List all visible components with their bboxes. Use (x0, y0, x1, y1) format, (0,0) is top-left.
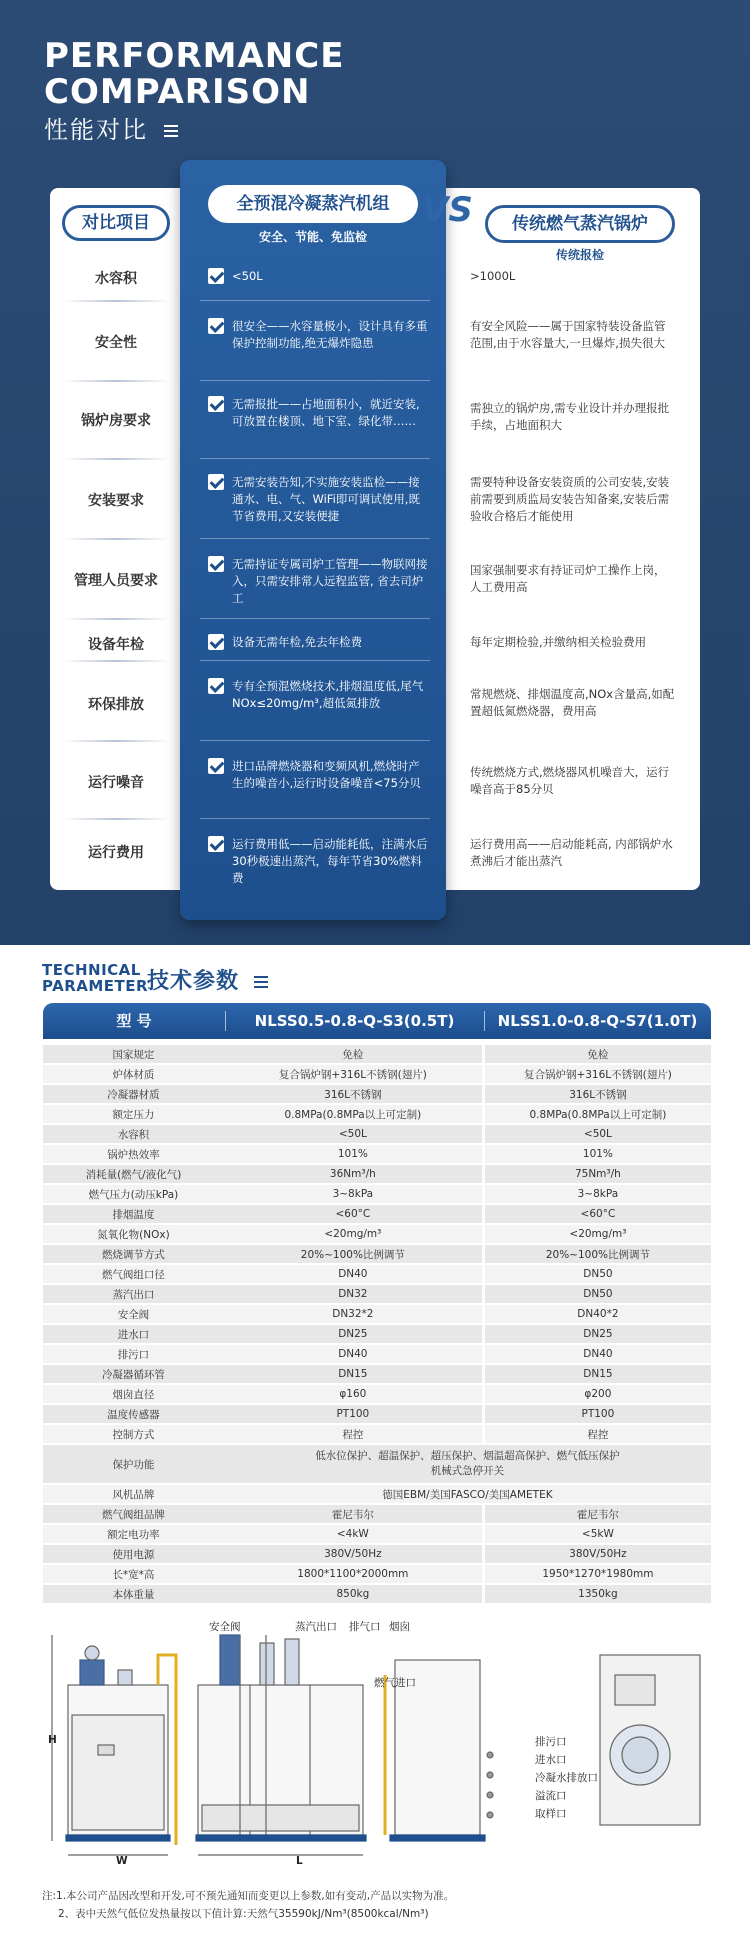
table-row: 额定压力 0.8MPa(0.8MPa以上可定制) 0.8MPa(0.8MPa以上可定制) (43, 1105, 711, 1123)
table-row: 燃气阀组口径 DN40 DN50 (43, 1265, 711, 1283)
mid-subtitle: 安全、节能、免监检 (258, 230, 367, 244)
check-icon (208, 678, 224, 694)
theirs-item: 传统燃烧方式,燃烧器风机噪音大，运行噪音高于85分贝 (470, 765, 670, 796)
check-icon (208, 758, 224, 774)
label-exhaust-port: 排气口 (349, 1621, 381, 1633)
table-row: 使用电源 380V/50Hz 380V/50Hz (43, 1545, 711, 1563)
row-divider (62, 660, 170, 662)
tech-title-en-2: PARAMETER (42, 977, 149, 995)
vs-label: VS (422, 190, 473, 230)
menu-lines-icon (164, 122, 178, 140)
row-label: 环保排放 (88, 697, 144, 713)
tech-title-cn (147, 964, 268, 995)
note-line-2: 2、表中天然气低位发热量按以下值计算:天然气35590kJ/Nm³(8500kcal/Nm³) (58, 1908, 429, 1920)
theirs-item: 有安全风险——属于国家特装设备监管范围,由于水容量大,一旦爆炸,损失很大 (470, 319, 666, 350)
label-steam-outlet: 蒸汽出口 (295, 1621, 337, 1633)
theirs-item: 需独立的锅炉房,需专业设计并办理报批手续，占地面积大 (470, 401, 670, 432)
mid-divider (200, 818, 430, 819)
table-row: 温度传感器 PT100 PT100 (43, 1405, 711, 1423)
table-row: 进水口 DN25 DN25 (43, 1325, 711, 1343)
row-label: 运行噪音 (88, 775, 144, 791)
title-comparison: COMPARISON (44, 72, 311, 112)
table-row: 国家规定 免检 免检 (43, 1045, 711, 1063)
table-row: 锅炉热效率 101% 101% (43, 1145, 711, 1163)
table-row: 烟囱直径 φ160 φ200 (43, 1385, 711, 1403)
right-header: 传统燃气蒸汽锅炉 (485, 205, 675, 243)
row-divider (62, 818, 170, 820)
theirs-item: 国家强制要求有持证司炉工操作上岗，人工费用高 (470, 563, 666, 594)
table-row: 长*宽*高 1800*1100*2000mm 1950*1270*1980mm (43, 1565, 711, 1583)
mid-divider (200, 740, 430, 741)
mid-divider (200, 538, 430, 539)
row-divider (62, 300, 170, 302)
mid-divider (200, 660, 430, 661)
col-model-b: NLSS1.0-0.8-Q-S7(1.0T) (497, 1012, 698, 1030)
table-row: 燃气阀组品牌 霍尼韦尔 霍尼韦尔 (43, 1505, 711, 1523)
row-label: 安全性 (95, 335, 137, 351)
row-divider (62, 380, 170, 382)
title-performance: PERFORMANCE (44, 36, 345, 76)
row-label: 安装要求 (88, 493, 144, 509)
table-row: 控制方式 程控 程控 (43, 1425, 711, 1443)
front-view-drawing (52, 1635, 176, 1855)
table-row: 燃气压力(动压kPa) 3~8kPa 3~8kPa (43, 1185, 711, 1203)
label-length: L (296, 1855, 303, 1867)
table-row: 额定电功率 <4kW <5kW (43, 1525, 711, 1543)
spec-table-body (43, 1045, 711, 1603)
check-icon (208, 318, 224, 334)
row-label: 运行费用 (88, 845, 144, 861)
label-safety-valve: 安全阀 (209, 1621, 241, 1633)
tech-title-en-1: TECHNICAL (42, 961, 141, 979)
mid-header: 全预混冷凝蒸汽机组 (208, 185, 418, 223)
label-sampling: 取样口 (535, 1808, 567, 1820)
table-row: 冷凝器循环管 DN15 DN15 (43, 1365, 711, 1383)
row-divider (62, 618, 170, 620)
protection-line-1: 低水位保护、超温保护、超压保护、烟温超高保护、燃气低压保护 (315, 1450, 620, 1462)
equipment-drawings (40, 1615, 720, 1870)
row-divider (62, 458, 170, 460)
table-row: 冷凝器材质 316L不锈钢 316L不锈钢 (43, 1085, 711, 1103)
top-view-drawing (600, 1655, 700, 1825)
label-width: W (116, 1855, 128, 1867)
label-overflow: 溢流口 (535, 1790, 567, 1802)
title-cn (44, 110, 178, 145)
table-row: 炉体材质 复合锅炉钢+316L不锈钢(翅片) 复合锅炉钢+316L不锈钢(翅片) (43, 1065, 711, 1083)
tech-title-cn-text: 技术参数 (147, 969, 240, 994)
theirs-item: 每年定期检验,并缴纳相关检验费用 (470, 635, 647, 649)
protection-line-2: 机械式急停开关 (430, 1465, 505, 1477)
label-height: H (48, 1734, 57, 1746)
table-row: 燃烧调节方式 20%~100%比例调节 20%~100%比例调节 (43, 1245, 711, 1263)
spec-table (43, 1043, 711, 1605)
row-label: 管理人员要求 (74, 573, 158, 589)
check-icon (208, 836, 224, 852)
check-icon (208, 634, 224, 650)
side-view-drawing (196, 1635, 366, 1855)
row-label: 设备年检 (88, 637, 144, 653)
label-gas-inlet: 燃气进口 (374, 1677, 416, 1689)
label-condensate-drain: 冷凝水排放口 (535, 1772, 598, 1784)
table-row: 排污口 DN40 DN40 (43, 1345, 711, 1363)
table-row: 安全阀 DN32*2 DN40*2 (43, 1305, 711, 1323)
tech-title-en (42, 962, 148, 994)
check-icon (208, 474, 224, 490)
theirs-item: >1000L (470, 269, 516, 283)
theirs-item: 常规燃烧、排烟温度高,NOx含量高,如配置超低氮燃烧器，费用高 (470, 687, 675, 718)
note-line-1: 注:1.本公司产品因改型和开发,可不预先通知而变更以上参数,如有变动,产品以实物为准。 (42, 1890, 455, 1902)
left-header: 对比项目 (62, 205, 170, 241)
menu-lines-icon (254, 973, 268, 991)
spec-table-header (43, 1003, 711, 1039)
table-row: 水容积 <50L <50L (43, 1125, 711, 1143)
theirs-item: 需要特种设备安装资质的公司安装,安装前需要到质监局安装告知备案,安装后需验收合格后才能使用 (470, 475, 670, 523)
mid-divider (200, 300, 430, 301)
table-row: 氮氧化物(NOx) <20mg/m³ <20mg/m³ (43, 1225, 711, 1243)
label-water-inlet: 进水口 (535, 1754, 567, 1766)
table-row: 本体重量 850kg 1350kg (43, 1585, 711, 1603)
table-row: 消耗量(燃气/液化气) 36Nm³/h 75Nm³/h (43, 1165, 711, 1183)
row-divider (62, 740, 170, 742)
mid-divider (200, 458, 430, 459)
col-model: 型 号 (116, 1012, 152, 1030)
title-cn-text: 性能对比 (44, 116, 148, 144)
table-row: 保护功能 低水位保护、超温保护、超压保护、烟温超高保护、燃气低压保护 机械式急停开关 (43, 1445, 711, 1483)
row-label: 锅炉房要求 (81, 413, 151, 429)
check-icon (208, 268, 224, 284)
right-subtitle: 传统报检 (555, 248, 604, 262)
table-row: 风机品牌 德国EBM/美国FASCO/美国AMETEK (43, 1485, 711, 1503)
mid-divider (200, 618, 430, 619)
table-row: 蒸汽出口 DN32 DN50 (43, 1285, 711, 1303)
label-chimney: 烟囱 (389, 1621, 410, 1633)
check-icon (208, 556, 224, 572)
col-model-a: NLSS0.5-0.8-Q-S3(0.5T) (254, 1012, 455, 1030)
label-drain: 排污口 (535, 1736, 567, 1748)
check-icon (208, 396, 224, 412)
table-row: 排烟温度 <60°C <60°C (43, 1205, 711, 1223)
row-label: 水容积 (95, 271, 137, 287)
mid-divider (200, 380, 430, 381)
theirs-item: 运行费用高——启动能耗高, 内部锅炉水煮沸后才能出蒸汽 (470, 837, 673, 868)
row-divider (62, 538, 170, 540)
